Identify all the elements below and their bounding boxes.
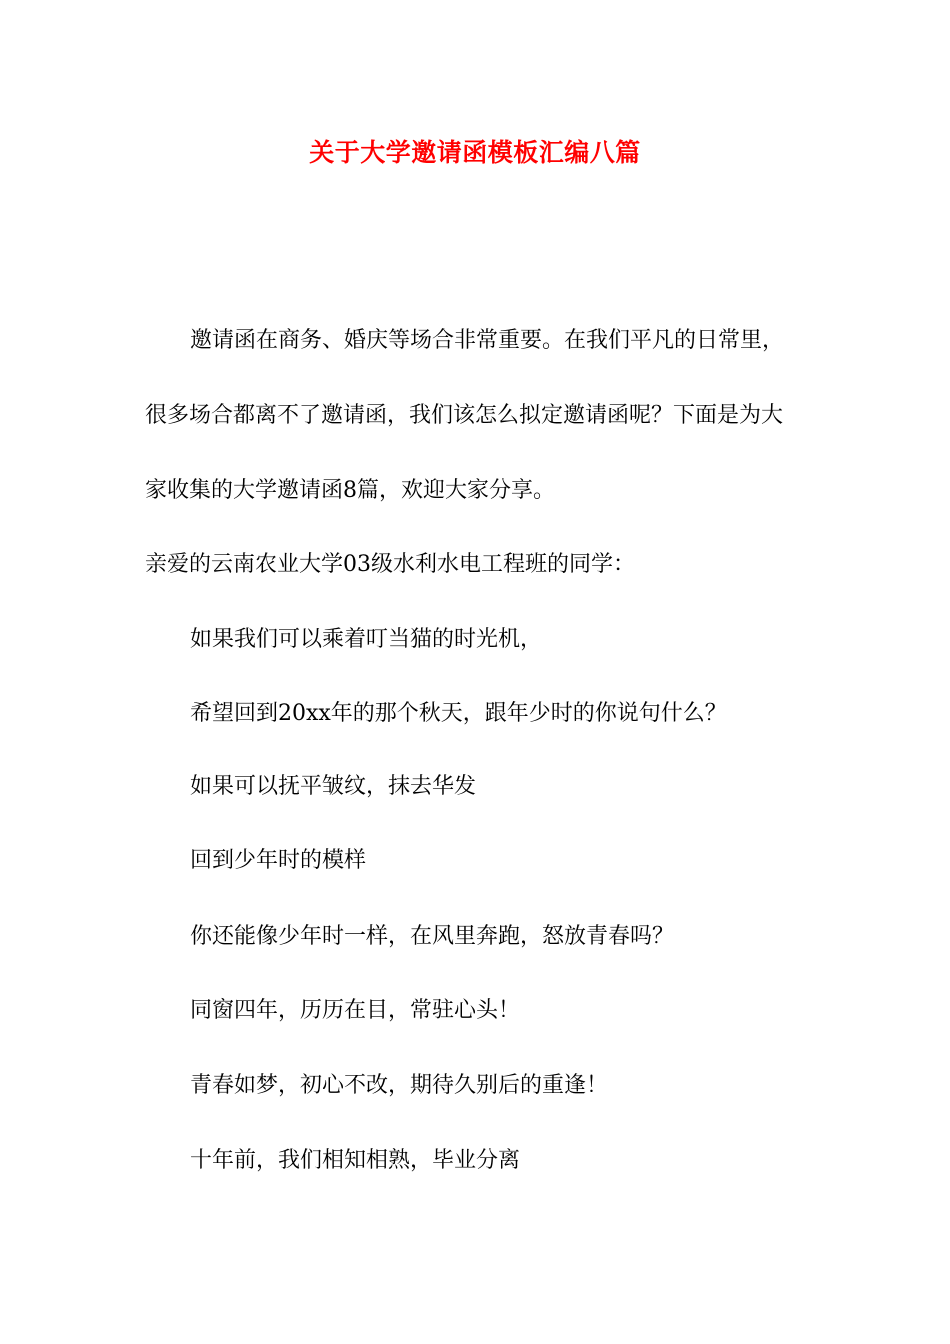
body-line-1: 如果我们可以乘着叮当猫的时光机，	[190, 627, 543, 652]
body-line-3: 如果可以抚平皱纹，抹去华发	[190, 774, 477, 799]
body-line-8: 十年前，我们相知相熟，毕业分离	[190, 1148, 521, 1173]
intro-line-2: 很多场合都离不了邀请函，我们该怎么拟定邀请函呢？下面是为大	[145, 403, 784, 428]
body-line-7: 青春如梦，初心不改，期待久别后的重逢！	[190, 1073, 609, 1098]
intro-line-1: 邀请函在商务、婚庆等场合非常重要。在我们平凡的日常里，	[190, 328, 785, 353]
document-title: 关于大学邀请函模板汇编八篇	[309, 138, 641, 167]
intro-line-3: 家收集的大学邀请函8篇，欢迎大家分享。	[145, 478, 555, 503]
body-line-6: 同窗四年，历历在目，常驻心头！	[190, 998, 521, 1023]
body-line-4: 回到少年时的模样	[190, 848, 367, 873]
body-line-2: 希望回到20xx年的那个秋天，跟年少时的你说句什么？	[190, 701, 727, 726]
salutation: 亲爱的云南农业大学03级水利水电工程班的同学：	[145, 552, 635, 577]
body-line-5: 你还能像少年时一样，在风里奔跑，怒放青春吗？	[190, 924, 675, 949]
